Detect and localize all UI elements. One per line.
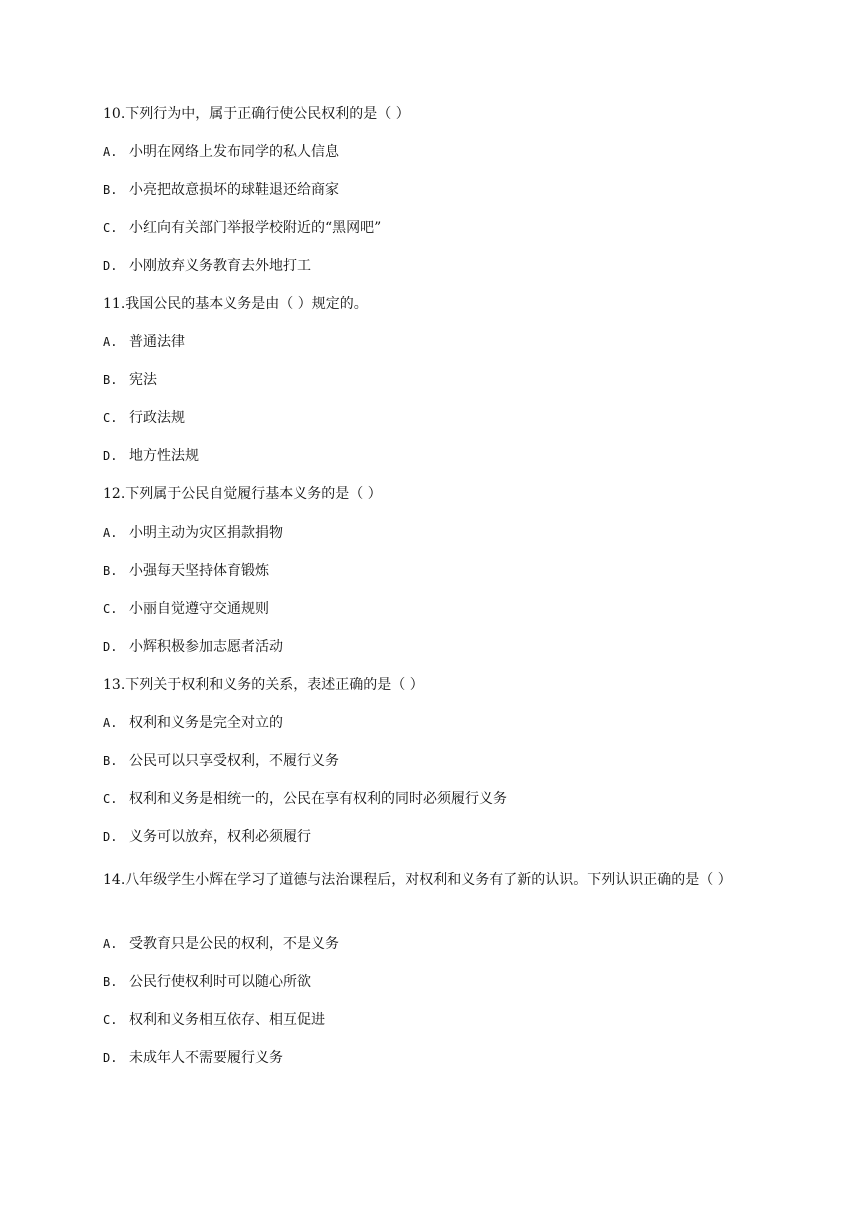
- question-10-option-d: [103, 256, 763, 276]
- question-14-option-d: [103, 1048, 763, 1068]
- option-letter: B.: [103, 754, 118, 768]
- option-text: 受教育只是公民的权利，不是义务: [129, 936, 339, 952]
- question-14-option-c: [103, 1010, 763, 1030]
- question-14-option-a: [103, 934, 763, 954]
- option-letter: A.: [103, 716, 118, 730]
- option-letter: B.: [103, 975, 118, 989]
- question-10-stem: 10.下列行为中，属于正确行使公民权利的是（ ）: [103, 106, 410, 122]
- question-13-option-c: [103, 789, 763, 809]
- question-11-option-a: [103, 332, 763, 352]
- option-text: 义务可以放弃，权利必须履行: [129, 829, 311, 845]
- question-10-option-a: [103, 142, 763, 162]
- question-11-option-c: [103, 408, 763, 428]
- question-14-stem: 14.八年级学生小辉在学习了道德与法治课程后，对权利和义务有了新的认识。下列认识正确的是（ ）: [103, 872, 732, 888]
- question-11-option-b: [103, 370, 763, 390]
- question-13-option-b: [103, 751, 763, 771]
- option-letter: C.: [103, 411, 118, 425]
- option-text: 小辉积极参加志愿者活动: [129, 639, 283, 655]
- option-text: 地方性法规: [129, 448, 199, 464]
- option-text: 权利和义务是完全对立的: [129, 715, 283, 731]
- option-letter: C.: [103, 792, 118, 806]
- option-letter: D.: [103, 640, 118, 654]
- option-text: 小亮把故意损坏的球鞋退还给商家: [129, 182, 339, 198]
- option-letter: C.: [103, 1013, 118, 1027]
- option-letter: C.: [103, 221, 118, 235]
- option-letter: A.: [103, 526, 118, 540]
- question-13-option-a: [103, 713, 763, 733]
- question-12-option-d: [103, 637, 763, 657]
- question-12-option-a: [103, 523, 763, 543]
- option-text: 未成年人不需要履行义务: [129, 1050, 283, 1066]
- question-10-option-c: [103, 218, 763, 238]
- option-text: 小红向有关部门举报学校附近的“黑网吧”: [129, 220, 382, 236]
- option-text: 权利和义务是相统一的，公民在享有权利的同时必须履行义务: [129, 791, 507, 807]
- option-letter: B.: [103, 183, 118, 197]
- option-text: 公民可以只享受权利，不履行义务: [129, 753, 339, 769]
- question-11-option-d: [103, 446, 763, 466]
- option-text: 小强每天坚持体育锻炼: [129, 563, 269, 579]
- question-11-stem: 11.我国公民的基本义务是由（ ）规定的。: [103, 296, 368, 312]
- question-10-option-b: [103, 180, 763, 200]
- option-letter: D.: [103, 1051, 118, 1065]
- option-letter: A.: [103, 145, 118, 159]
- option-letter: D.: [103, 830, 118, 844]
- option-letter: D.: [103, 259, 118, 273]
- option-text: 权利和义务相互依存、相互促进: [129, 1012, 325, 1028]
- question-13-stem: 13.下列关于权利和义务的关系，表述正确的是（ ）: [103, 677, 424, 693]
- option-text: 宪法: [129, 372, 157, 388]
- option-text: 普通法律: [129, 334, 185, 350]
- option-letter: A.: [103, 335, 118, 349]
- option-letter: D.: [103, 449, 118, 463]
- question-13-option-d: [103, 827, 763, 847]
- option-text: 小丽自觉遵守交通规则: [129, 601, 269, 617]
- option-letter: A.: [103, 937, 118, 951]
- question-12-option-b: [103, 561, 763, 581]
- option-text: 小明在网络上发布同学的私人信息: [129, 144, 339, 160]
- option-letter: B.: [103, 373, 118, 387]
- option-letter: B.: [103, 564, 118, 578]
- option-text: 小刚放弃义务教育去外地打工: [129, 258, 311, 274]
- option-text: 行政法规: [129, 410, 185, 426]
- option-text: 小明主动为灾区捐款捐物: [129, 525, 283, 541]
- question-14-option-b: [103, 972, 763, 992]
- question-12-stem: 12.下列属于公民自觉履行基本义务的是（ ）: [103, 486, 382, 502]
- option-letter: C.: [103, 602, 118, 616]
- option-text: 公民行使权利时可以随心所欲: [129, 974, 311, 990]
- question-12-option-c: [103, 599, 763, 619]
